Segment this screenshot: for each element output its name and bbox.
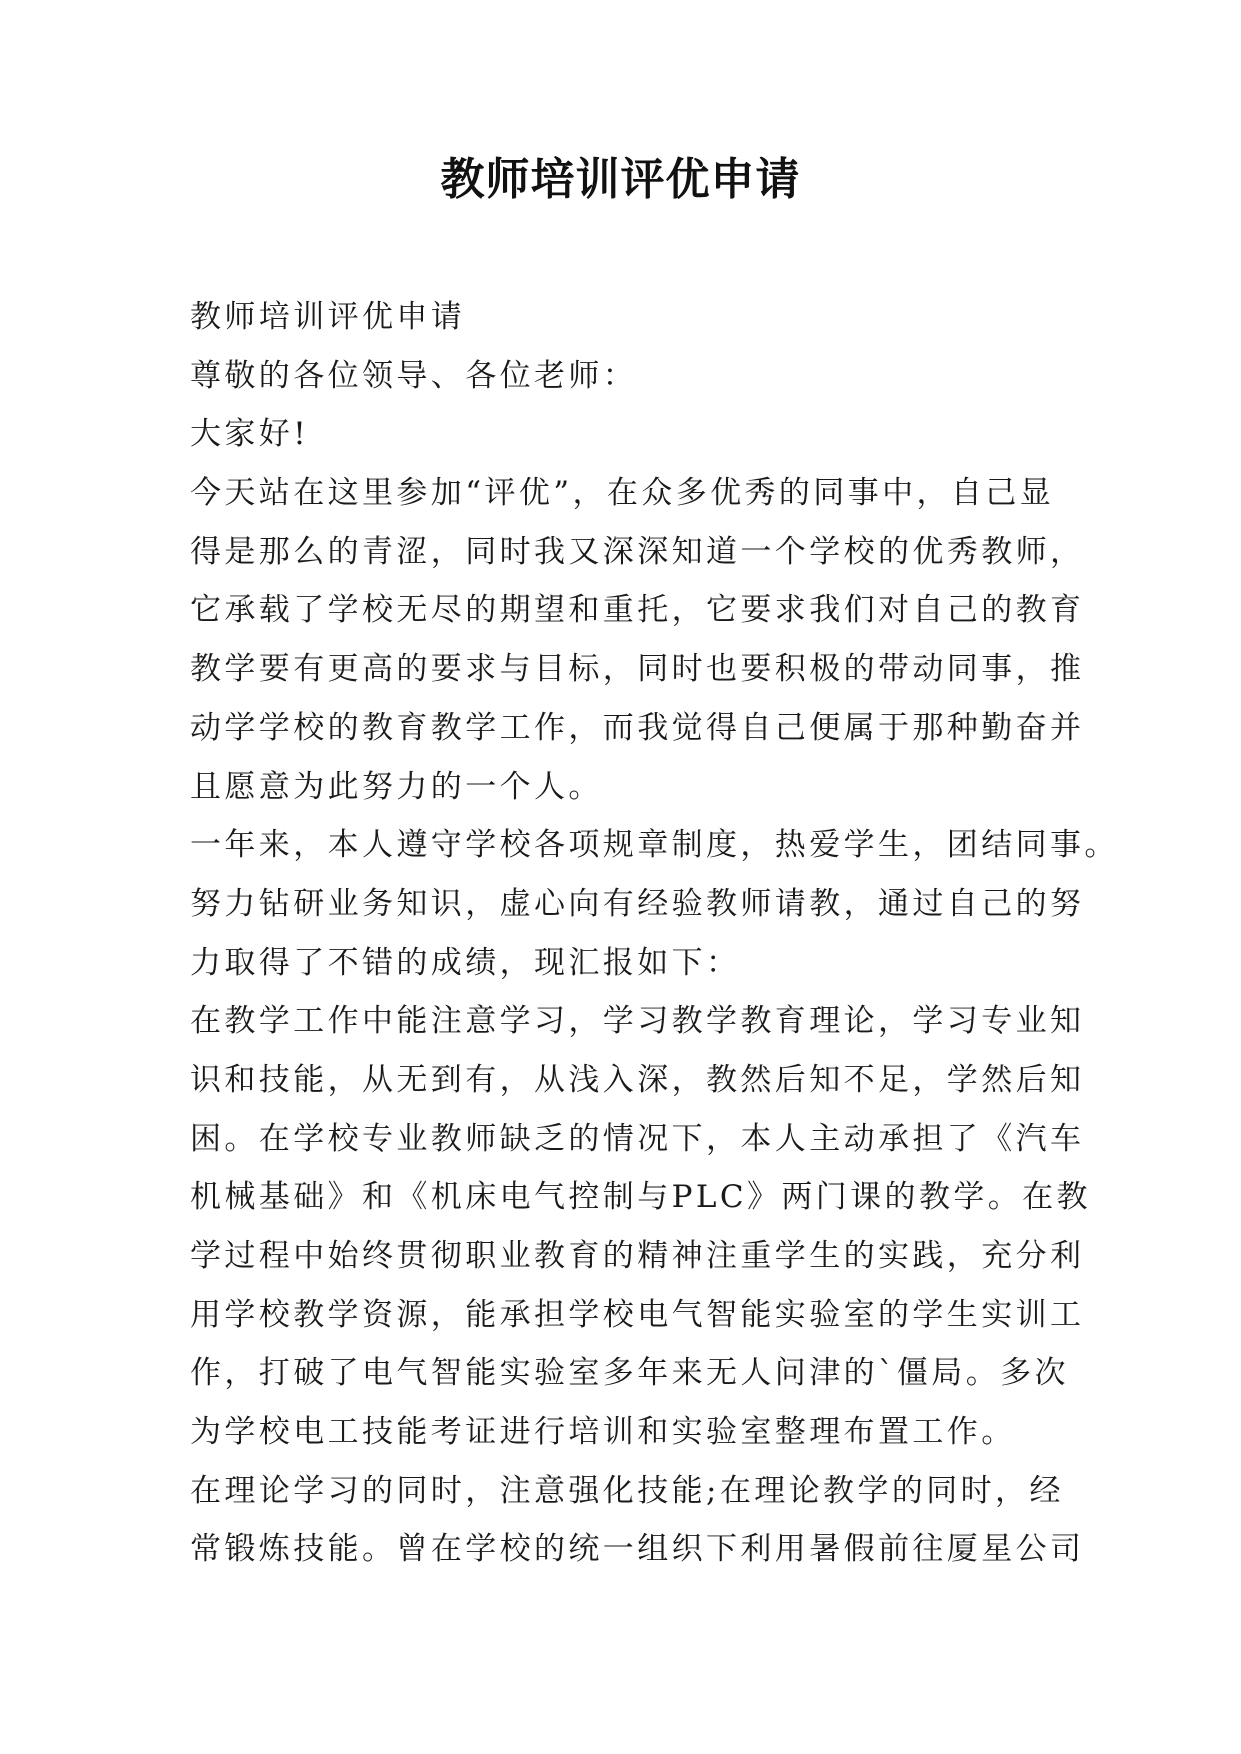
body-line: 教学要有更高的要求与目标，同时也要积极的带动同事，推 bbox=[190, 651, 1085, 688]
body-line: 学过程中始终贯彻职业教育的精神注重学生的实践，充分利 bbox=[190, 1238, 1085, 1274]
body-line: 力取得了不错的成绩，现汇报如下： bbox=[190, 944, 741, 981]
body-line: 今天站在这里参加“评优”，在众多优秀的同事中，自己显 bbox=[190, 475, 1055, 512]
body-line: 尊敬的各位领导、各位老师： bbox=[190, 357, 638, 394]
body-line: 大家好! bbox=[190, 416, 310, 453]
body-line: 且愿意为此努力的一个人。 bbox=[190, 768, 603, 805]
body-line: 用学校教学资源，能承担学校电气智能实验室的学生实训工 bbox=[190, 1296, 1085, 1333]
body-line: 教师培训评优申请 bbox=[190, 299, 466, 335]
body-line: 识和技能，从无到有，从浅入深，教然后知不足，学然后知 bbox=[190, 1061, 1085, 1098]
body-line: 它承载了学校无尽的期望和重托，它要求我们对自己的教育 bbox=[190, 592, 1085, 629]
body-line: 作，打破了电气智能实验室多年来无人问津的`僵局。多次 bbox=[190, 1355, 1069, 1392]
body-line: 一年来，本人遵守学校各项规章制度，热爱学生，团结同事。 bbox=[190, 827, 1119, 864]
document-title: 教师培训评优申请 bbox=[440, 154, 801, 205]
body-line: 常锻炼技能。曾在学校的统一组织下利用暑假前往厦星公司 bbox=[190, 1531, 1085, 1568]
body-line: 在理论学习的同时，注意强化技能;在理论教学的同时，经 bbox=[190, 1472, 1064, 1509]
document-body bbox=[190, 288, 1119, 1579]
body-line: 为学校电工技能考证进行培训和实验室整理布置工作。 bbox=[190, 1414, 1016, 1451]
body-line: 努力钻研业务知识，虚心向有经验教师请教，通过自己的努 bbox=[190, 885, 1085, 922]
body-line: 在教学工作中能注意学习，学习教学教育理论，学习专业知 bbox=[190, 1003, 1085, 1040]
body-line: 得是那么的青涩，同时我又深深知道一个学校的优秀教师， bbox=[190, 533, 1085, 570]
body-line: 动学学校的教育教学工作，而我觉得自己便属于那种勤奋并 bbox=[190, 709, 1085, 746]
body-line: 困。在学校专业教师缺乏的情况下，本人主动承担了《汽车 bbox=[190, 1120, 1085, 1157]
body-line: 机械基础》和《机床电气控制与PLC》两门课的教学。在教 bbox=[190, 1179, 1091, 1216]
